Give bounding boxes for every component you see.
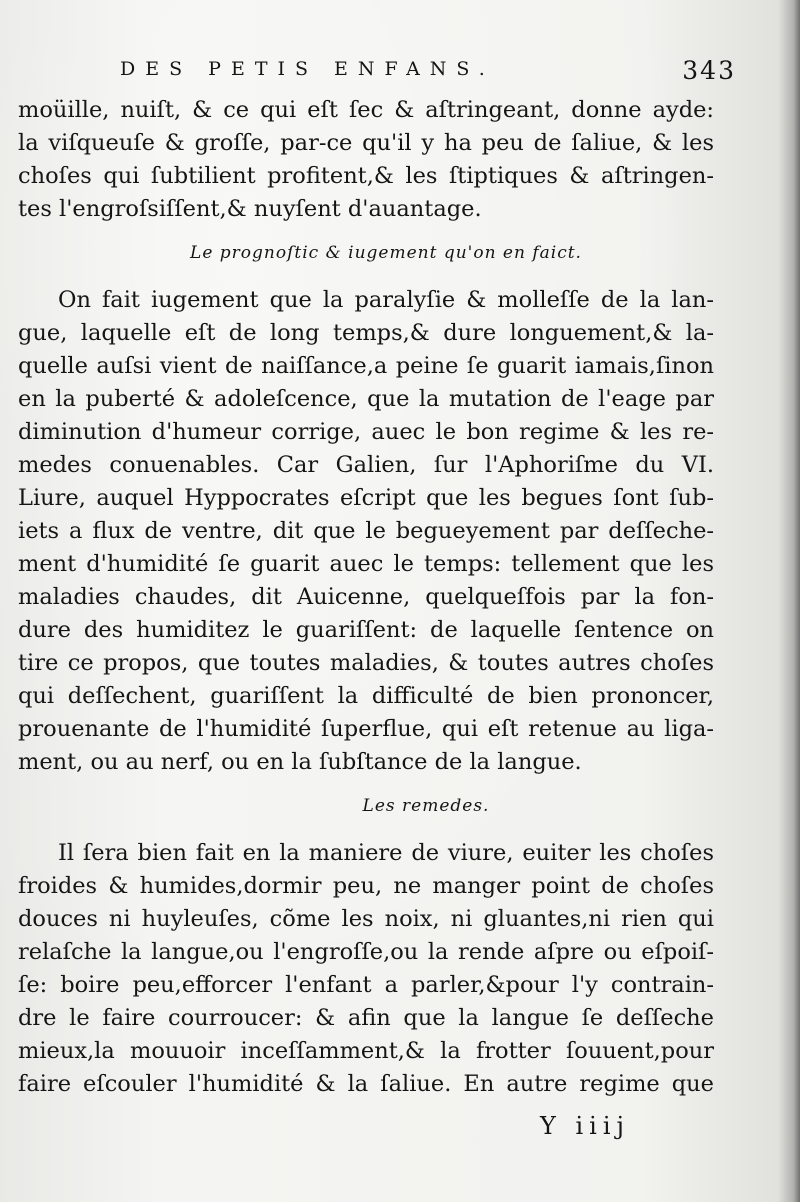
text-line: choſes qui ſubtilient profitent,& les ſtiptiques & aſtringen- [18,163,714,189]
text-line: ſe: boire peu,efforcer l'enfant a parler,&pour l'y contrain- [18,972,714,998]
paragraph-2 [18,284,714,779]
text-line: la viſqueuſe & groſſe, par-ce qu'il y ha peu de ſaliue, & les [18,130,714,156]
text-line: tes l'engroſsiſſent,& nuyſent d'auantage. [18,196,482,222]
text-line: On fait iugement que la paralyſie & molleſſe de la lan- [58,287,714,313]
page-edge-shadow [778,0,800,1202]
text-line: Il ſera bien fait en la maniere de viure, euiter les choſes [58,840,714,866]
text-line: en la puberté & adoleſcence, que la mutation de l'eage par [18,386,714,412]
text-line: gue, laquelle eſt de long temps,& dure longuement,& la- [18,320,714,346]
text-line: ment, ou au nerf, ou en la ſubſtance de la langue. [18,749,582,775]
text-line: prouenante de l'humidité ſuperflue, qui eſt retenue au liga- [18,716,714,742]
text-line: relaſche la langue,ou l'engroſſe,ou la rende aſpre ou eſpoiſ- [18,939,714,965]
text-line: Liure, auquel Hyppocrates eſcript que les begues ſont ſub- [18,485,714,511]
paragraph-1 [18,94,714,226]
text-line: qui deſſechent, guariſſent la difficulté de bien prononcer, [18,683,714,709]
text-line: medes conuenables. Car Galien, ſur l'Aphoriſme du VI. [18,452,714,478]
text-line: maladies chaudes, dit Auicenne, quelqueſfois par la fon- [18,584,714,610]
text-line: froides & humides,dormir peu, ne manger point de choſes [18,873,714,899]
section-heading-remedes: Les remedes. [362,796,490,816]
signature-mark: Y iiij [540,1112,630,1140]
text-line: quelle auſsi vient de naiſſance,a peine ſe guarit iamais,ſinon [18,353,714,379]
section-heading-prognostic: Le prognoſtic & iugement qu'on en faict. [190,243,582,263]
text-line: tire ce propos, que toutes maladies, & toutes autres choſes [18,650,714,676]
text-line: diminution d'humeur corrige, auec le bon regime & les re- [18,419,714,445]
text-line: mieux,la mouuoir inceſſamment,& la frotter ſouuent,pour [18,1038,714,1064]
text-line: ment d'humidité ſe guarit auec le temps: tellement que les [18,551,714,577]
text-line: iets a flux de ventre, dit que le begueyement par deſſeche- [18,518,714,544]
text-line: moüille, nuiſt, & ce qui eſt ſec & aſtringeant, donne ayde: [18,97,714,123]
text-line: dre le faire courroucer: & afin que la langue ſe deſſeche [18,1005,714,1031]
running-title: DES PETIS ENFANS. [120,58,495,80]
text-block [18,94,714,1101]
text-line: dure des humiditez le guariſſent: de laquelle ſentence on [18,617,714,643]
paragraph-3 [18,837,714,1101]
page-number: 343 [682,56,736,85]
text-line: douces ni huyleuſes, cõme les noix, ni gluantes,ni rien qui [18,906,714,932]
text-line: faire eſcouler l'humidité & la ſaliue. En autre regime que [18,1071,714,1097]
running-head [120,56,736,85]
